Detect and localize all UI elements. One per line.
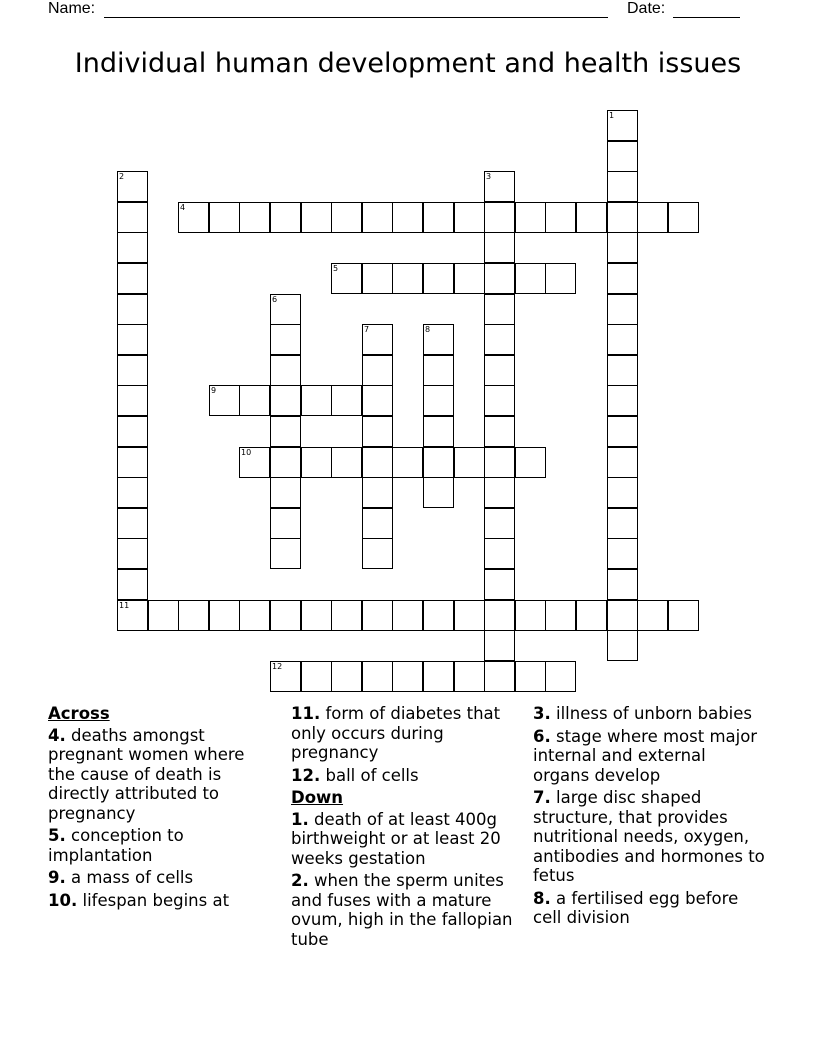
clue-column-3 bbox=[533, 704, 765, 931]
grid-cell[interactable] bbox=[117, 232, 148, 263]
grid-cell[interactable] bbox=[331, 600, 362, 631]
grid-cell[interactable] bbox=[545, 202, 576, 233]
grid-cell[interactable] bbox=[515, 661, 546, 692]
clue-down-3 bbox=[533, 704, 765, 724]
grid-cell[interactable] bbox=[576, 202, 607, 233]
clue-across-5 bbox=[48, 826, 276, 865]
grid-cell[interactable] bbox=[331, 447, 362, 478]
cell-number: 11 bbox=[119, 601, 130, 610]
grid-cell[interactable] bbox=[607, 477, 638, 508]
clue-text: a fertilised egg before cell division bbox=[533, 888, 739, 927]
grid-cell[interactable] bbox=[545, 263, 576, 294]
grid-cell[interactable] bbox=[607, 508, 638, 539]
grid-cell[interactable] bbox=[423, 202, 454, 233]
grid-cell[interactable] bbox=[423, 600, 454, 631]
grid-cell[interactable] bbox=[362, 600, 393, 631]
clue-text: death of at least 400g birthweight or at least 20 weeks gestation bbox=[291, 809, 501, 868]
cell-number: 4 bbox=[180, 203, 186, 212]
cell-number: 12 bbox=[272, 662, 283, 671]
clue-column-1 bbox=[48, 704, 276, 913]
clue-text: conception to implantation bbox=[48, 826, 184, 865]
clue-number: 11. bbox=[291, 704, 321, 723]
name-label: Name: bbox=[48, 0, 96, 17]
grid-cell[interactable] bbox=[607, 324, 638, 355]
grid-cell[interactable] bbox=[668, 202, 699, 233]
grid-cell[interactable] bbox=[331, 263, 362, 294]
grid-cell[interactable] bbox=[454, 600, 485, 631]
grid-cell[interactable] bbox=[362, 416, 393, 447]
grid-cell[interactable] bbox=[239, 202, 270, 233]
cell-number: 8 bbox=[425, 325, 431, 334]
grid-cell[interactable] bbox=[117, 416, 148, 447]
grid-cell[interactable] bbox=[392, 661, 423, 692]
grid-cell[interactable] bbox=[484, 600, 515, 631]
grid-cell[interactable] bbox=[454, 447, 485, 478]
grid-cell[interactable] bbox=[515, 447, 546, 478]
grid-cell[interactable] bbox=[607, 569, 638, 600]
cell-number: 1 bbox=[609, 111, 615, 120]
date-label: Date: bbox=[627, 0, 666, 17]
clue-number: 8. bbox=[533, 888, 551, 908]
grid-cell[interactable] bbox=[362, 324, 393, 355]
cell-number: 2 bbox=[119, 172, 125, 181]
grid-cell[interactable] bbox=[301, 600, 332, 631]
grid-cell[interactable] bbox=[117, 202, 148, 233]
grid-cell[interactable] bbox=[270, 508, 301, 539]
grid-cell[interactable] bbox=[270, 324, 301, 355]
grid-cell[interactable] bbox=[392, 600, 423, 631]
grid-cell[interactable] bbox=[545, 661, 576, 692]
clue-text: illness of unborn babies bbox=[550, 704, 753, 723]
grid-cell[interactable] bbox=[239, 385, 270, 416]
grid-cell[interactable] bbox=[607, 385, 638, 416]
clue-across-12 bbox=[291, 766, 521, 786]
grid-cell[interactable] bbox=[117, 538, 148, 569]
grid-cell[interactable] bbox=[239, 600, 270, 631]
grid-cell[interactable] bbox=[484, 294, 515, 325]
grid-cell[interactable] bbox=[117, 294, 148, 325]
grid-cell[interactable] bbox=[270, 538, 301, 569]
grid-cell[interactable] bbox=[301, 661, 332, 692]
grid-cell[interactable] bbox=[484, 416, 515, 447]
grid-cell[interactable] bbox=[270, 600, 301, 631]
grid-cell[interactable] bbox=[607, 232, 638, 263]
clue-number: 5. bbox=[48, 826, 66, 845]
grid-cell[interactable] bbox=[423, 661, 454, 692]
grid-cell[interactable] bbox=[607, 355, 638, 386]
grid-cell[interactable] bbox=[270, 447, 301, 478]
clue-across-10 bbox=[48, 891, 276, 911]
grid-cell[interactable] bbox=[331, 385, 362, 416]
grid-cell[interactable] bbox=[607, 294, 638, 325]
grid-cell[interactable] bbox=[148, 600, 179, 631]
grid-cell[interactable] bbox=[392, 202, 423, 233]
page-title: Individual human development and health issues bbox=[74, 48, 742, 79]
clue-text: stage where most major internal and external organs develop bbox=[533, 726, 758, 785]
grid-cell[interactable] bbox=[362, 538, 393, 569]
grid-cell[interactable] bbox=[423, 385, 454, 416]
clue-number: 2. bbox=[291, 871, 309, 890]
grid-cell[interactable] bbox=[362, 661, 393, 692]
grid-cell[interactable] bbox=[423, 477, 454, 508]
grid-cell[interactable] bbox=[270, 355, 301, 386]
grid-cell[interactable] bbox=[362, 263, 393, 294]
clue-text: large disc shaped structure, that provides nutritional needs, oxygen, antibodies and hormones to fetus bbox=[533, 788, 765, 885]
clue-text: deaths amongst pregnant women where the cause of death is directly attributed to pregnancy bbox=[48, 725, 245, 823]
grid-cell[interactable] bbox=[301, 202, 332, 233]
clue-down-6 bbox=[533, 727, 765, 786]
clue-number: 12. bbox=[291, 765, 321, 785]
grid-cell[interactable] bbox=[362, 385, 393, 416]
clue-down-7 bbox=[533, 788, 765, 886]
grid-cell[interactable] bbox=[454, 661, 485, 692]
grid-cell[interactable] bbox=[117, 569, 148, 600]
grid-cell[interactable] bbox=[178, 600, 209, 631]
grid-cell[interactable] bbox=[270, 294, 301, 325]
clue-down-2 bbox=[291, 871, 521, 949]
grid-cell[interactable] bbox=[423, 416, 454, 447]
clue-across-11 bbox=[291, 704, 521, 763]
clue-number: 9. bbox=[48, 868, 66, 887]
grid-cell[interactable] bbox=[515, 600, 546, 631]
grid-cell[interactable] bbox=[515, 263, 546, 294]
cell-number: 9 bbox=[211, 386, 217, 395]
clue-number: 3. bbox=[533, 704, 551, 723]
cell-number: 5 bbox=[333, 264, 339, 273]
grid-cell[interactable] bbox=[484, 661, 515, 692]
grid-cell[interactable] bbox=[209, 202, 240, 233]
grid-cell[interactable] bbox=[668, 600, 699, 631]
clue-number: 1. bbox=[291, 809, 309, 829]
grid-cell[interactable] bbox=[607, 263, 638, 294]
grid-cell[interactable] bbox=[117, 477, 148, 508]
grid-cell[interactable] bbox=[117, 447, 148, 478]
grid-cell[interactable] bbox=[392, 447, 423, 478]
grid-cell[interactable] bbox=[607, 202, 638, 233]
grid-cell[interactable] bbox=[270, 385, 301, 416]
grid-cell[interactable] bbox=[117, 355, 148, 386]
grid-cell[interactable] bbox=[270, 416, 301, 447]
grid-cell[interactable] bbox=[117, 263, 148, 294]
grid-cell[interactable] bbox=[545, 600, 576, 631]
grid-cell[interactable] bbox=[301, 447, 332, 478]
grid-cell[interactable] bbox=[270, 477, 301, 508]
clue-text: when the sperm unites and fuses with a mature ovum, high in the fallopian tube bbox=[291, 871, 513, 949]
grid-cell[interactable] bbox=[607, 110, 638, 141]
grid-cell[interactable] bbox=[484, 385, 515, 416]
grid-cell[interactable] bbox=[117, 324, 148, 355]
clue-across-9 bbox=[48, 868, 276, 888]
grid-cell[interactable] bbox=[607, 416, 638, 447]
grid-cell[interactable] bbox=[331, 202, 362, 233]
clue-number: 4. bbox=[48, 725, 66, 745]
grid-cell[interactable] bbox=[484, 447, 515, 478]
clue-text: lifespan begins at bbox=[77, 890, 230, 910]
grid-cell[interactable] bbox=[423, 324, 454, 355]
grid-cell[interactable] bbox=[362, 477, 393, 508]
grid-cell[interactable] bbox=[484, 171, 515, 202]
grid-cell[interactable] bbox=[301, 385, 332, 416]
grid-cell[interactable] bbox=[117, 171, 148, 202]
grid-cell[interactable] bbox=[607, 447, 638, 478]
grid-cell[interactable] bbox=[607, 538, 638, 569]
grid-cell[interactable] bbox=[637, 202, 668, 233]
down-heading: Down bbox=[291, 788, 344, 807]
across-heading: Across bbox=[48, 704, 110, 723]
grid-cell[interactable] bbox=[362, 202, 393, 233]
grid-cell[interactable] bbox=[607, 600, 638, 631]
grid-cell[interactable] bbox=[576, 600, 607, 631]
cell-number: 3 bbox=[486, 172, 492, 181]
grid-cell[interactable] bbox=[484, 324, 515, 355]
clue-down-1 bbox=[291, 810, 521, 869]
cell-number: 7 bbox=[364, 325, 370, 334]
clue-number: 7. bbox=[533, 788, 551, 807]
grid-cell[interactable] bbox=[239, 447, 270, 478]
grid-cell[interactable] bbox=[484, 630, 515, 661]
grid-cell[interactable] bbox=[362, 508, 393, 539]
grid-cell[interactable] bbox=[454, 263, 485, 294]
clue-text: a mass of cells bbox=[65, 868, 194, 887]
grid-cell[interactable] bbox=[515, 202, 546, 233]
grid-cell[interactable] bbox=[484, 232, 515, 263]
clue-text: form of diabetes that only occurs during pregnancy bbox=[291, 704, 501, 762]
grid-cell[interactable] bbox=[484, 508, 515, 539]
clue-number: 6. bbox=[533, 726, 551, 746]
clue-number: 10. bbox=[48, 890, 78, 910]
grid-cell[interactable] bbox=[209, 385, 240, 416]
grid-cell[interactable] bbox=[362, 355, 393, 386]
cell-number: 10 bbox=[241, 448, 252, 457]
grid-cell[interactable] bbox=[423, 447, 454, 478]
grid-cell[interactable] bbox=[331, 661, 362, 692]
grid-cell[interactable] bbox=[362, 447, 393, 478]
clue-across-4 bbox=[48, 726, 276, 824]
grid-cell[interactable] bbox=[392, 263, 423, 294]
grid-cell[interactable] bbox=[178, 202, 209, 233]
clue-text: ball of cells bbox=[320, 765, 419, 785]
grid-cell[interactable] bbox=[484, 355, 515, 386]
grid-cell[interactable] bbox=[117, 508, 148, 539]
grid-cell[interactable] bbox=[637, 600, 668, 631]
grid-cell[interactable] bbox=[607, 141, 638, 172]
grid-cell[interactable] bbox=[270, 202, 301, 233]
grid-cell[interactable] bbox=[484, 569, 515, 600]
grid-cell[interactable] bbox=[423, 263, 454, 294]
grid-cell[interactable] bbox=[607, 630, 638, 661]
grid-cell[interactable] bbox=[454, 202, 485, 233]
grid-cell[interactable] bbox=[607, 171, 638, 202]
grid-cell[interactable] bbox=[484, 477, 515, 508]
grid-cell[interactable] bbox=[117, 600, 148, 631]
grid-cell[interactable] bbox=[270, 661, 301, 692]
grid-cell[interactable] bbox=[484, 538, 515, 569]
grid-cell[interactable] bbox=[484, 263, 515, 294]
grid-cell[interactable] bbox=[423, 355, 454, 386]
grid-cell[interactable] bbox=[209, 600, 240, 631]
clue-down-8 bbox=[533, 889, 765, 928]
grid-cell[interactable] bbox=[117, 385, 148, 416]
cell-number: 6 bbox=[272, 295, 278, 304]
clue-column-2 bbox=[291, 704, 521, 952]
grid-cell[interactable] bbox=[484, 202, 515, 233]
